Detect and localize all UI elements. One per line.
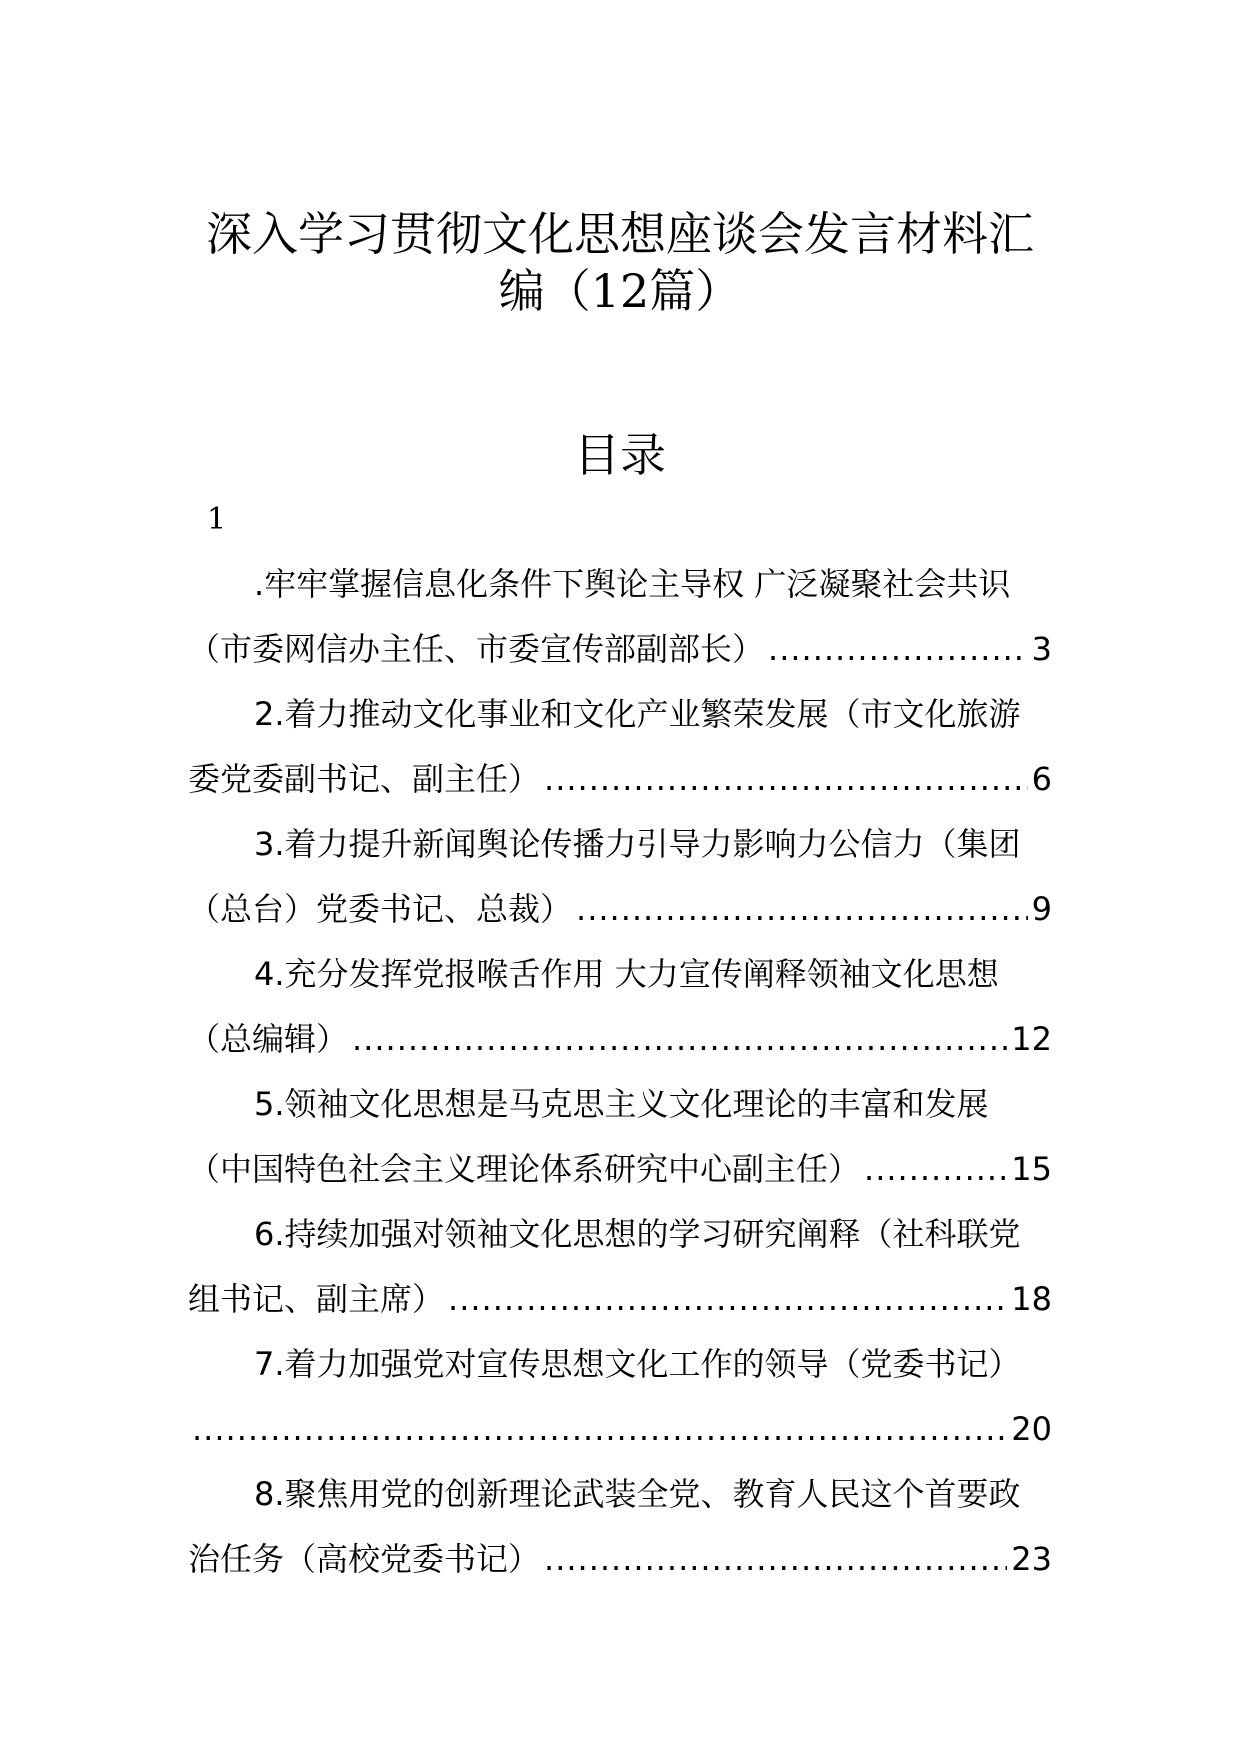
toc-entry-1-subtitle: （市委网信办主任、市委宣传部副部长） [188,630,765,668]
document-title-line1: 深入学习贯彻文化思想座谈会发言材料汇 [206,207,1034,261]
toc-entry-2-page: 6 [1031,760,1052,798]
toc-entry-4-leader-line[interactable] [188,1017,1052,1061]
toc-entry-2-leader-line[interactable] [188,757,1052,801]
toc-entry-4-title[interactable]: 4.充分发挥党报喉舌作用 大力宣传阐释领袖文化思想 [254,955,999,993]
toc-entry-6-subtitle: 组书记、副主席） [188,1280,445,1318]
title-prefix: 编（ [498,264,591,318]
toc-entry-3-leader-line[interactable] [188,887,1052,931]
toc-entry-8-subtitle: 治任务（高校党委书记） [188,1540,541,1578]
toc-entry-7-leader-line[interactable] [188,1407,1052,1451]
toc-entry-1-title[interactable]: .牢牢掌握信息化条件下舆论主导权 广泛凝聚社会共识 [254,565,1011,603]
toc-entry-8-page: 23 [1011,1540,1052,1578]
toc-entry-3-subtitle: （总台）党委书记、总裁） [188,890,573,928]
toc-entry-3-title[interactable]: 3.着力提升新闻舆论传播力引导力影响力公信力（集团 [254,825,1021,863]
toc-entry-8-title[interactable]: 8.聚焦用党的创新理论武装全党、教育人民这个首要政 [254,1475,1021,1513]
toc-entry-4-page: 12 [1011,1020,1052,1058]
toc-entry-5-leader-line[interactable] [188,1147,1052,1191]
document-title-line2 [120,262,1120,320]
toc-entry-7-title[interactable]: 7.着力加强党对宣传思想文化工作的领导（党委书记） [254,1345,1021,1383]
toc-entry-5-title[interactable]: 5.领袖文化思想是马克思主义文化理论的丰富和发展 [254,1085,989,1123]
toc-entry-2-subtitle: 委党委副书记、副主任） [188,760,541,798]
toc-entry-2-dot-leader [544,757,1028,801]
toc-entry-1-page: 3 [1031,630,1052,668]
toc-entry-6-dot-leader [448,1277,1007,1321]
toc-entry-1-dot-leader [768,627,1028,671]
toc-entry-8-dot-leader [544,1537,1007,1581]
toc-entry-2-title[interactable]: 2.着力推动文化事业和文化产业繁荣发展（市文化旅游 [254,695,1021,733]
title-count: 12 [590,264,650,318]
toc-entry-6-title[interactable]: 6.持续加强对领袖文化思想的学习研究阐释（社科联党 [254,1215,1021,1253]
toc-heading: 目录 [574,428,666,482]
toc-entry-5-page: 15 [1011,1150,1052,1188]
toc-entry-7-page: 20 [1011,1410,1052,1448]
toc-entry-4-subtitle: （总编辑） [188,1020,349,1058]
toc-first-number: 1 [207,502,227,537]
toc-entry-5-dot-leader [864,1147,1007,1191]
toc-entry-3-page: 9 [1031,890,1052,928]
toc-entry-8-leader-line[interactable] [188,1537,1052,1581]
title-suffix: 篇） [649,264,742,318]
toc-entry-1-leader-line[interactable] [188,627,1052,671]
toc-entry-4-dot-leader [352,1017,1007,1061]
toc-entry-6-page: 18 [1011,1280,1052,1318]
toc-entry-6-leader-line[interactable] [188,1277,1052,1321]
toc-entry-7-dot-leader [192,1407,1007,1451]
toc-entry-5-subtitle: （中国特色社会主义理论体系研究中心副主任） [188,1150,861,1188]
toc-entry-3-dot-leader [576,887,1028,931]
